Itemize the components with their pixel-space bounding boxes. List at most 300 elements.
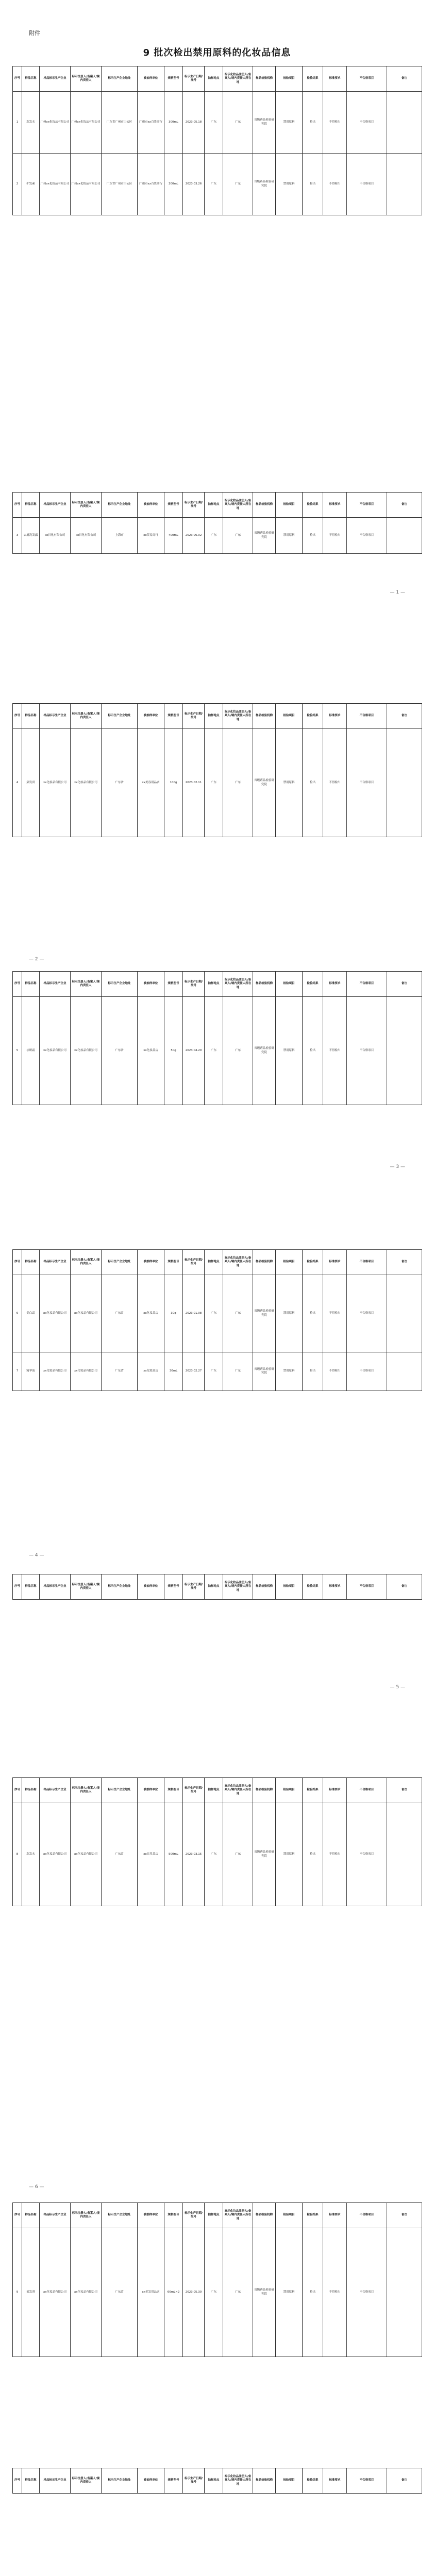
column-header: 标准要求 — [323, 704, 347, 729]
column-header: 检验项目 — [276, 2468, 303, 2494]
column-header: 不合格项目 — [347, 704, 387, 729]
column-header: 标示生产企业地址 — [102, 1574, 138, 1600]
column-header: 检验结果 — [303, 493, 323, 518]
column-header: 标示化妆品注册人/备案人/境内责任人所在地 — [223, 2203, 253, 2228]
table-cell: 护发素 — [22, 154, 40, 215]
table-cell: 省级药品检验研究院 — [253, 2228, 276, 2357]
table-cell: 广东 — [205, 154, 223, 215]
column-header: 标示化妆品注册人/备案人/境内责任人所在地 — [223, 1574, 253, 1600]
column-header: 序号 — [13, 66, 22, 92]
table-row — [13, 729, 422, 837]
table-cell: 广东 — [223, 2228, 253, 2357]
column-header: 样品检验机构 — [253, 2203, 276, 2228]
document-title: 9 批次检出禁用原料的化妆品信息 — [143, 47, 291, 58]
table-cell: 2023.02.11 — [183, 729, 205, 837]
column-header: 样品名称 — [22, 66, 40, 92]
table-cell: 广东 — [223, 92, 253, 154]
table-cell: 禁用原料 — [276, 154, 303, 215]
table-cell: xx化妆品有限公司 — [71, 1275, 102, 1352]
table-cell: 广东省 — [102, 1352, 138, 1391]
table-cell: 广东 — [205, 729, 223, 837]
table-cell: 不合格项目 — [347, 1275, 387, 1352]
table-cell — [387, 729, 422, 837]
column-header: 样品检验机构 — [253, 1250, 276, 1275]
column-header: 标准要求 — [323, 2203, 347, 2228]
table-cell: 广东 — [205, 2228, 223, 2357]
column-header: 样品名称 — [22, 1250, 40, 1275]
column-header: 检验项目 — [276, 1574, 303, 1600]
table-cell: 省级药品检验研究院 — [253, 92, 276, 154]
table-cell: 广东 — [223, 729, 253, 837]
column-header: 样品标示生产企业 — [40, 66, 71, 92]
table-header-row — [13, 704, 422, 729]
annex-label: 附件 — [29, 30, 40, 37]
table-cell: 检出 — [303, 997, 323, 1105]
table-header-row — [13, 66, 422, 92]
column-header: 不合格项目 — [347, 1574, 387, 1600]
column-header: 规格型号 — [164, 66, 183, 92]
table-cell: xx化妆品有限公司 — [40, 1352, 71, 1391]
table-cell: 2 — [13, 154, 22, 215]
column-header: 样品名称 — [22, 704, 40, 729]
column-header: 标示注册人/备案人/境内责任人 — [71, 704, 102, 729]
table-cell: 广州xx化妆品有限公司 — [40, 154, 71, 215]
table-cell: 广东 — [205, 1275, 223, 1352]
page-number: — 5 — — [390, 1685, 405, 1690]
column-header: 备注 — [387, 1778, 422, 1803]
table-cell: 广州xx化妆品有限公司 — [40, 92, 71, 154]
table-cell: 广东省 — [102, 1275, 138, 1352]
table-cell: 广东 — [205, 92, 223, 154]
page-3 — [0, 956, 434, 1551]
table-cell: 广东 — [205, 518, 223, 554]
column-header: 标示生产日期/批号 — [183, 1778, 205, 1803]
column-header: 规格型号 — [164, 493, 183, 518]
table-cell: 8 — [13, 1803, 22, 1906]
table-cell: 2023.06.02 — [183, 518, 205, 554]
column-header: 标示生产企业地址 — [102, 66, 138, 92]
column-header: 抽样地点 — [205, 704, 223, 729]
table-cell: 去屑洗发露 — [22, 518, 40, 554]
table-cell: xx化妆品有限公司 — [40, 2228, 71, 2357]
column-header: 标示生产企业地址 — [102, 2203, 138, 2228]
table-cell: xx日化有限公司 — [40, 518, 71, 554]
column-header: 被抽样单位 — [138, 1250, 164, 1275]
page-4 — [0, 1551, 434, 2192]
column-header: 被抽样单位 — [138, 493, 164, 518]
column-header: 检验项目 — [276, 704, 303, 729]
table-cell: 5 — [13, 997, 22, 1105]
table-cell: 不得检出 — [323, 518, 347, 554]
column-header: 样品标示生产企业 — [40, 2468, 71, 2494]
column-header: 规格型号 — [164, 972, 183, 997]
column-header: 样品检验机构 — [253, 2468, 276, 2494]
column-header: 样品名称 — [22, 2468, 40, 2494]
page-5 — [0, 2192, 434, 2576]
column-header: 检验结果 — [303, 66, 323, 92]
table-cell — [387, 1275, 422, 1352]
column-header: 标示注册人/备案人/境内责任人 — [71, 493, 102, 518]
table-cell: 染发剂 — [22, 2228, 40, 2357]
column-header: 检验结果 — [303, 1250, 323, 1275]
column-header: 标示化妆品注册人/备案人/境内责任人所在地 — [223, 2468, 253, 2494]
column-header: 检验项目 — [276, 1778, 303, 1803]
column-header: 标示生产日期/批号 — [183, 972, 205, 997]
data-table — [12, 971, 422, 1105]
table-cell: 检出 — [303, 1803, 323, 1906]
column-header: 标示生产企业地址 — [102, 704, 138, 729]
table-cell: 30mL — [164, 1352, 183, 1391]
table-cell: 广东省 — [102, 2228, 138, 2357]
column-header: 样品名称 — [22, 972, 40, 997]
table-cell: xx化妆品有限公司 — [71, 729, 102, 837]
column-header: 不合格项目 — [347, 493, 387, 518]
table-cell: xx化妆品有限公司 — [71, 1803, 102, 1906]
column-header: 标准要求 — [323, 66, 347, 92]
column-header: 标示生产企业地址 — [102, 2468, 138, 2494]
table-cell: 广东省广州市白云区 — [102, 154, 138, 215]
table-cell: 不得检出 — [323, 1803, 347, 1906]
table-cell: 省级药品检验研究院 — [253, 997, 276, 1105]
table-cell — [387, 92, 422, 154]
column-header: 被抽样单位 — [138, 66, 164, 92]
table-cell: 禁用原料 — [276, 997, 303, 1105]
table-cell: 广州xx化妆品有限公司 — [71, 154, 102, 215]
column-header: 被抽样单位 — [138, 972, 164, 997]
table-cell: 广东省 — [102, 729, 138, 837]
table-cell: 省级药品检验研究院 — [253, 1275, 276, 1352]
table-cell: 禁用原料 — [276, 1803, 303, 1906]
column-header: 规格型号 — [164, 2468, 183, 2494]
column-header: 序号 — [13, 493, 22, 518]
column-header: 序号 — [13, 2468, 22, 2494]
table-cell: 2023.05.18 — [183, 92, 205, 154]
page-number: — 4 — — [29, 1553, 44, 1558]
table-cell: 检出 — [303, 729, 323, 837]
table-cell: 广州市xx百货商行 — [138, 154, 164, 215]
column-header: 标示生产企业地址 — [102, 1250, 138, 1275]
table-cell — [387, 518, 422, 554]
column-header: 标准要求 — [323, 1574, 347, 1600]
page-number: — 3 — — [390, 1164, 405, 1170]
table-cell — [387, 1352, 422, 1391]
column-header: 被抽样单位 — [138, 2203, 164, 2228]
table-cell: 省级药品检验研究院 — [253, 154, 276, 215]
table-cell — [387, 1803, 422, 1906]
table-cell: 广东 — [205, 1803, 223, 1906]
table-cell: 广东 — [223, 518, 253, 554]
table-cell: xx化妆品有限公司 — [71, 997, 102, 1105]
page-2 — [0, 461, 434, 956]
column-header: 备注 — [387, 1574, 422, 1600]
column-header: 标示生产企业地址 — [102, 972, 138, 997]
table-cell: 省级药品检验研究院 — [253, 1352, 276, 1391]
table-cell: 禁用原料 — [276, 2228, 303, 2357]
table-cell: 广东 — [223, 1803, 253, 1906]
table-cell: xx美发用品店 — [138, 2228, 164, 2357]
table-header-row — [13, 1778, 422, 1803]
column-header: 不合格项目 — [347, 972, 387, 997]
column-header: 样品标示生产企业 — [40, 2203, 71, 2228]
column-header: 序号 — [13, 1574, 22, 1600]
table-cell: 禁用原料 — [276, 518, 303, 554]
column-header: 备注 — [387, 704, 422, 729]
column-header: 标示注册人/备案人/境内责任人 — [71, 1778, 102, 1803]
table-cell: 洗发水 — [22, 1803, 40, 1906]
column-header: 抽样地点 — [205, 2468, 223, 2494]
table-cell: xx化妆品有限公司 — [40, 1803, 71, 1906]
column-header: 抽样地点 — [205, 1574, 223, 1600]
table-cell: xx化妆品有限公司 — [40, 729, 71, 837]
column-header: 不合格项目 — [347, 2468, 387, 2494]
column-header: 标准要求 — [323, 493, 347, 518]
column-header: 样品名称 — [22, 493, 40, 518]
table-cell: 检出 — [303, 2228, 323, 2357]
table-cell: xx化妆品有限公司 — [40, 997, 71, 1105]
column-header: 检验项目 — [276, 972, 303, 997]
data-table — [12, 1777, 422, 1906]
column-header: 标示化妆品注册人/备案人/境内责任人所在地 — [223, 1778, 253, 1803]
column-header: 检验结果 — [303, 1778, 323, 1803]
table-cell: 禁用原料 — [276, 1275, 303, 1352]
column-header: 样品标示生产企业 — [40, 493, 71, 518]
table-cell: 广东 — [223, 997, 253, 1105]
column-header: 规格型号 — [164, 1778, 183, 1803]
page-number: — 2 — — [29, 957, 44, 962]
column-header: 标示生产日期/批号 — [183, 2203, 205, 2228]
table-row — [13, 2228, 422, 2357]
column-header: 标示化妆品注册人/备案人/境内责任人所在地 — [223, 493, 253, 518]
column-header: 标示生产企业地址 — [102, 493, 138, 518]
data-table — [12, 1249, 422, 1391]
table-cell: 不合格项目 — [347, 154, 387, 215]
table-cell: 300mL — [164, 92, 183, 154]
table-row — [13, 1803, 422, 1906]
column-header: 不合格项目 — [347, 1778, 387, 1803]
table-cell: 2023.01.08 — [183, 1275, 205, 1352]
column-header: 标示生产日期/批号 — [183, 493, 205, 518]
column-header: 序号 — [13, 1778, 22, 1803]
column-header: 标示注册人/备案人/境内责任人 — [71, 66, 102, 92]
column-header: 抽样地点 — [205, 1778, 223, 1803]
data-table — [12, 2202, 422, 2357]
table-cell: xx化妆品有限公司 — [71, 2228, 102, 2357]
column-header: 抽样地点 — [205, 1250, 223, 1275]
data-table — [12, 492, 422, 554]
table-cell: 30g — [164, 1275, 183, 1352]
table-cell: 不合格项目 — [347, 997, 387, 1105]
column-header: 样品检验机构 — [253, 1574, 276, 1600]
column-header: 标示化妆品注册人/备案人/境内责任人所在地 — [223, 66, 253, 92]
table-cell: 不得检出 — [323, 2228, 347, 2357]
column-header: 标示化妆品注册人/备案人/境内责任人所在地 — [223, 972, 253, 997]
column-header: 抽样地点 — [205, 66, 223, 92]
table-cell: 省级药品检验研究院 — [253, 1803, 276, 1906]
table-cell: 100g — [164, 729, 183, 837]
column-header: 被抽样单位 — [138, 1778, 164, 1803]
table-cell: 6 — [13, 1275, 22, 1352]
column-header: 样品名称 — [22, 2203, 40, 2228]
table-cell: 广州市xx百货商行 — [138, 92, 164, 154]
column-header: 规格型号 — [164, 2203, 183, 2228]
table-cell: 2023.02.27 — [183, 1352, 205, 1391]
table-row — [13, 518, 422, 554]
table-cell: 上海市 — [102, 518, 138, 554]
data-table — [12, 703, 422, 837]
table-cell: 广东 — [223, 1352, 253, 1391]
column-header: 标示生产企业地址 — [102, 1778, 138, 1803]
table-cell: 美白霜 — [22, 1275, 40, 1352]
column-header: 标示生产日期/批号 — [183, 66, 205, 92]
column-header: 被抽样单位 — [138, 1574, 164, 1600]
table-cell: 禁用原料 — [276, 1352, 303, 1391]
column-header: 检验项目 — [276, 2203, 303, 2228]
table-cell: 广东 — [223, 1275, 253, 1352]
column-header: 样品标示生产企业 — [40, 1778, 71, 1803]
column-header: 序号 — [13, 704, 22, 729]
page-1 — [0, 0, 434, 461]
column-header: 检验项目 — [276, 66, 303, 92]
table-cell: 广东 — [205, 997, 223, 1105]
table-cell: 不合格项目 — [347, 1803, 387, 1906]
column-header: 样品检验机构 — [253, 704, 276, 729]
table-cell: 60mL×2 — [164, 2228, 183, 2357]
table-cell: 检出 — [303, 1275, 323, 1352]
table-cell: 洗发水 — [22, 92, 40, 154]
table-header-row — [13, 2468, 422, 2494]
table-cell: xx日化有限公司 — [71, 518, 102, 554]
column-header: 抽样地点 — [205, 972, 223, 997]
column-header: 标示生产日期/批号 — [183, 2468, 205, 2494]
table-cell — [387, 154, 422, 215]
table-row — [13, 154, 422, 215]
table-cell: 精华液 — [22, 1352, 40, 1391]
column-header: 规格型号 — [164, 704, 183, 729]
column-header: 标示生产日期/批号 — [183, 704, 205, 729]
column-header: 被抽样单位 — [138, 704, 164, 729]
column-header: 标示注册人/备案人/境内责任人 — [71, 2468, 102, 2494]
column-header: 检验结果 — [303, 2468, 323, 2494]
table-cell: 500mL — [164, 1803, 183, 1906]
table-cell: 不得检出 — [323, 729, 347, 837]
column-header: 标准要求 — [323, 972, 347, 997]
column-header: 样品检验机构 — [253, 493, 276, 518]
table-cell: 广东省广州市白云区 — [102, 92, 138, 154]
column-header: 备注 — [387, 493, 422, 518]
table-header-row — [13, 2203, 422, 2228]
table-cell: 广东省 — [102, 1803, 138, 1906]
table-cell: 祛斑霜 — [22, 997, 40, 1105]
data-table — [12, 1574, 422, 1600]
column-header: 规格型号 — [164, 1250, 183, 1275]
table-cell: 300mL — [164, 154, 183, 215]
column-header: 备注 — [387, 2203, 422, 2228]
column-header: 序号 — [13, 1250, 22, 1275]
table-cell: 广东省 — [102, 997, 138, 1105]
table-header-row — [13, 972, 422, 997]
table-cell: 不合格项目 — [347, 1352, 387, 1391]
column-header: 备注 — [387, 2468, 422, 2494]
column-header: 不合格项目 — [347, 1250, 387, 1275]
column-header: 样品检验机构 — [253, 1778, 276, 1803]
table-cell: xx化妆品店 — [138, 997, 164, 1105]
column-header: 备注 — [387, 1250, 422, 1275]
table-cell: 广东 — [223, 154, 253, 215]
table-cell: 检出 — [303, 518, 323, 554]
table-cell: 4 — [13, 729, 22, 837]
column-header: 样品检验机构 — [253, 972, 276, 997]
column-header: 序号 — [13, 972, 22, 997]
column-header: 标准要求 — [323, 2468, 347, 2494]
column-header: 标示注册人/备案人/境内责任人 — [71, 1250, 102, 1275]
data-table — [12, 66, 422, 215]
column-header: 样品标示生产企业 — [40, 1250, 71, 1275]
table-cell: 不得检出 — [323, 154, 347, 215]
column-header: 标准要求 — [323, 1778, 347, 1803]
table-cell: xx化妆品有限公司 — [71, 1352, 102, 1391]
table-cell: 染发膏 — [22, 729, 40, 837]
column-header: 不合格项目 — [347, 2203, 387, 2228]
table-header-row — [13, 493, 422, 518]
table-cell: 广东 — [205, 1352, 223, 1391]
table-cell: xx日用品店 — [138, 1803, 164, 1906]
column-header: 不合格项目 — [347, 66, 387, 92]
column-header: 抽样地点 — [205, 2203, 223, 2228]
column-header: 样品检验机构 — [253, 66, 276, 92]
page-number: — 1 — — [390, 590, 405, 595]
column-header: 序号 — [13, 2203, 22, 2228]
table-cell: 2023.03.26 — [183, 154, 205, 215]
table-cell: 不得检出 — [323, 997, 347, 1105]
page-number: — 6 — — [29, 2184, 44, 2190]
table-cell: 禁用原料 — [276, 729, 303, 837]
column-header: 标准要求 — [323, 1250, 347, 1275]
table-row — [13, 92, 422, 154]
table-cell: 7 — [13, 1352, 22, 1391]
column-header: 检验项目 — [276, 493, 303, 518]
table-cell: 400mL — [164, 518, 183, 554]
column-header: 规格型号 — [164, 1574, 183, 1600]
column-header: 标示生产日期/批号 — [183, 1574, 205, 1600]
table-cell: xx美容用品店 — [138, 729, 164, 837]
column-header: 样品标示生产企业 — [40, 972, 71, 997]
data-table — [12, 2468, 422, 2494]
column-header: 标示注册人/备案人/境内责任人 — [71, 1574, 102, 1600]
column-header: 标示化妆品注册人/备案人/境内责任人所在地 — [223, 1250, 253, 1275]
table-cell: 广州xx化妆品有限公司 — [71, 92, 102, 154]
column-header: 检验结果 — [303, 1574, 323, 1600]
table-cell: 不得检出 — [323, 92, 347, 154]
column-header: 标示注册人/备案人/境内责任人 — [71, 972, 102, 997]
table-cell: 不合格项目 — [347, 92, 387, 154]
column-header: 标示生产日期/批号 — [183, 1250, 205, 1275]
table-cell: 省级药品检验研究院 — [253, 729, 276, 837]
column-header: 检验项目 — [276, 1250, 303, 1275]
table-cell: 省级药品检验研究院 — [253, 518, 276, 554]
table-cell: 不得检出 — [323, 1352, 347, 1391]
column-header: 样品名称 — [22, 1778, 40, 1803]
table-cell: xx化妆品有限公司 — [40, 1275, 71, 1352]
table-cell — [387, 997, 422, 1105]
column-header: 标示注册人/备案人/境内责任人 — [71, 2203, 102, 2228]
table-cell: 3 — [13, 518, 22, 554]
table-cell: 9 — [13, 2228, 22, 2357]
table-cell — [387, 2228, 422, 2357]
table-cell: 不合格项目 — [347, 2228, 387, 2357]
table-cell: xx化妆品店 — [138, 1352, 164, 1391]
table-cell: 检出 — [303, 92, 323, 154]
column-header: 备注 — [387, 972, 422, 997]
